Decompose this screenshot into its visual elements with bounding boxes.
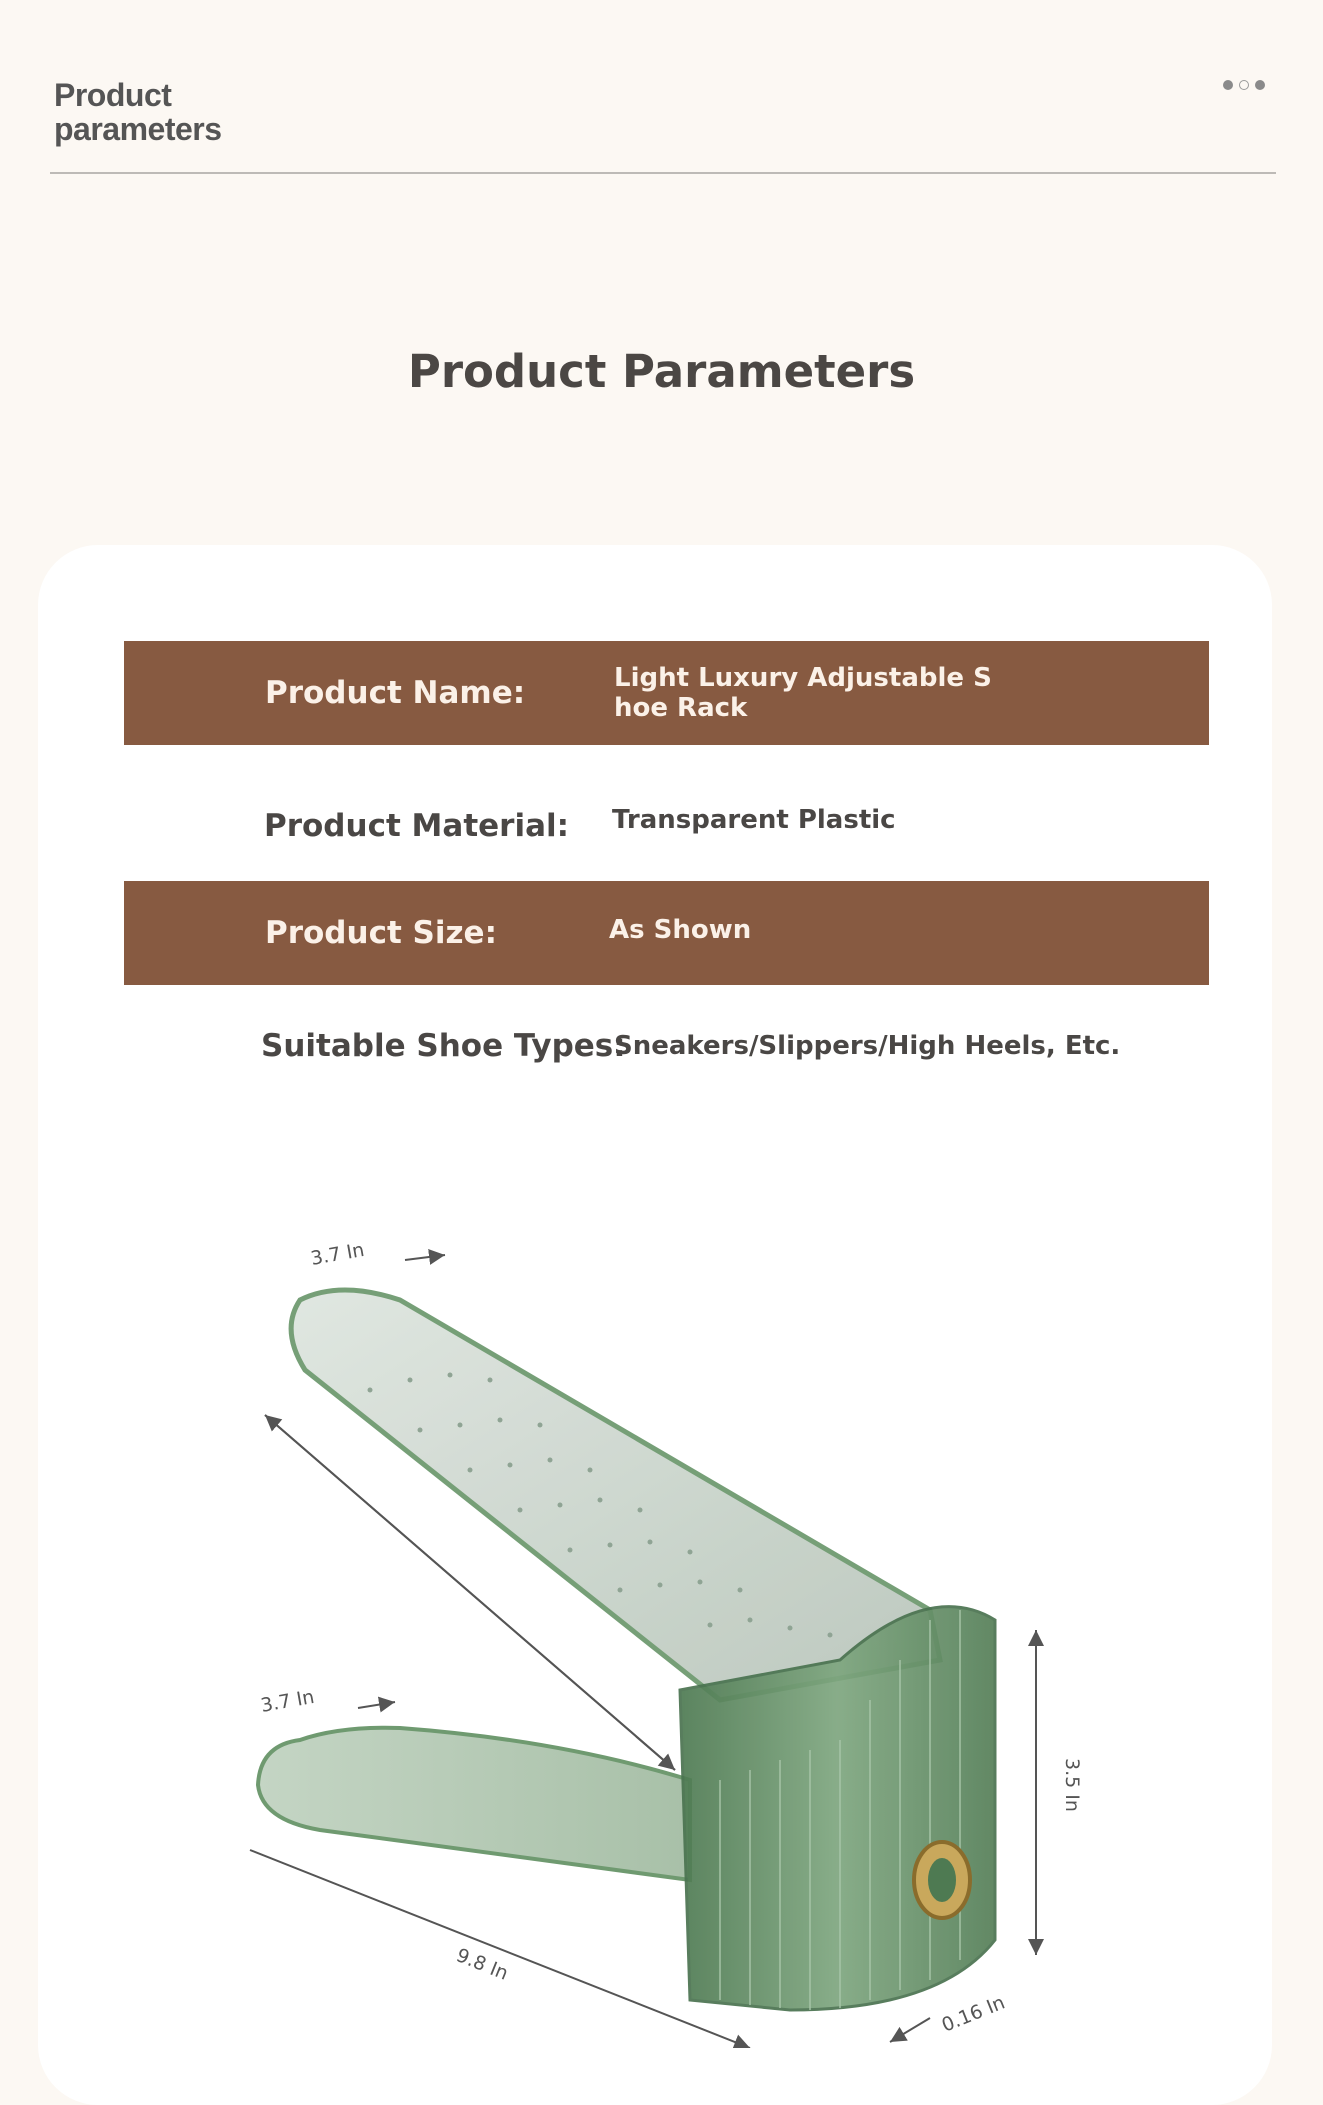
dim-top-width: 3.7 In — [309, 1238, 366, 1270]
section-heading: Product Parameters — [407, 345, 916, 398]
header-title — [54, 78, 222, 146]
upper-tray — [291, 1290, 940, 1700]
header-divider — [50, 172, 1276, 174]
header-title-line2: parameters — [54, 111, 222, 147]
param-row-name — [124, 641, 1209, 745]
dim-length: 9.8 In — [453, 1944, 512, 1985]
param-value: As Shown — [609, 915, 752, 945]
pagination-dot-1 — [1223, 80, 1233, 90]
dim-thickness: 0.16 In — [938, 1991, 1009, 2037]
pagination-dot-3 — [1255, 80, 1265, 90]
header-title-line1: Product — [54, 77, 172, 113]
param-label: Suitable Shoe Types: — [261, 1028, 626, 1064]
lower-tray — [258, 1728, 690, 1880]
param-row-size — [124, 881, 1209, 985]
param-label: Product Size: — [265, 915, 497, 951]
dim-bottom-width: 3.7 In — [259, 1685, 316, 1717]
param-label: Product Material: — [264, 808, 570, 844]
param-row-material — [124, 766, 1209, 870]
param-value: Sneakers/Slippers/High Heels, Etc. — [614, 1031, 1121, 1061]
dim-height: 3.5 In — [1061, 1758, 1083, 1812]
pagination-dots — [1223, 80, 1265, 90]
param-value: Transparent Plastic — [612, 805, 896, 835]
shoe-rack-illustration — [0, 1180, 1323, 2048]
param-value: Light Luxury Adjustable S hoe Rack — [614, 663, 992, 723]
param-label: Product Name: — [265, 675, 526, 711]
pagination-dot-2 — [1239, 80, 1249, 90]
product-image — [0, 1180, 1323, 2048]
param-row-shoe-types — [124, 997, 1209, 1101]
